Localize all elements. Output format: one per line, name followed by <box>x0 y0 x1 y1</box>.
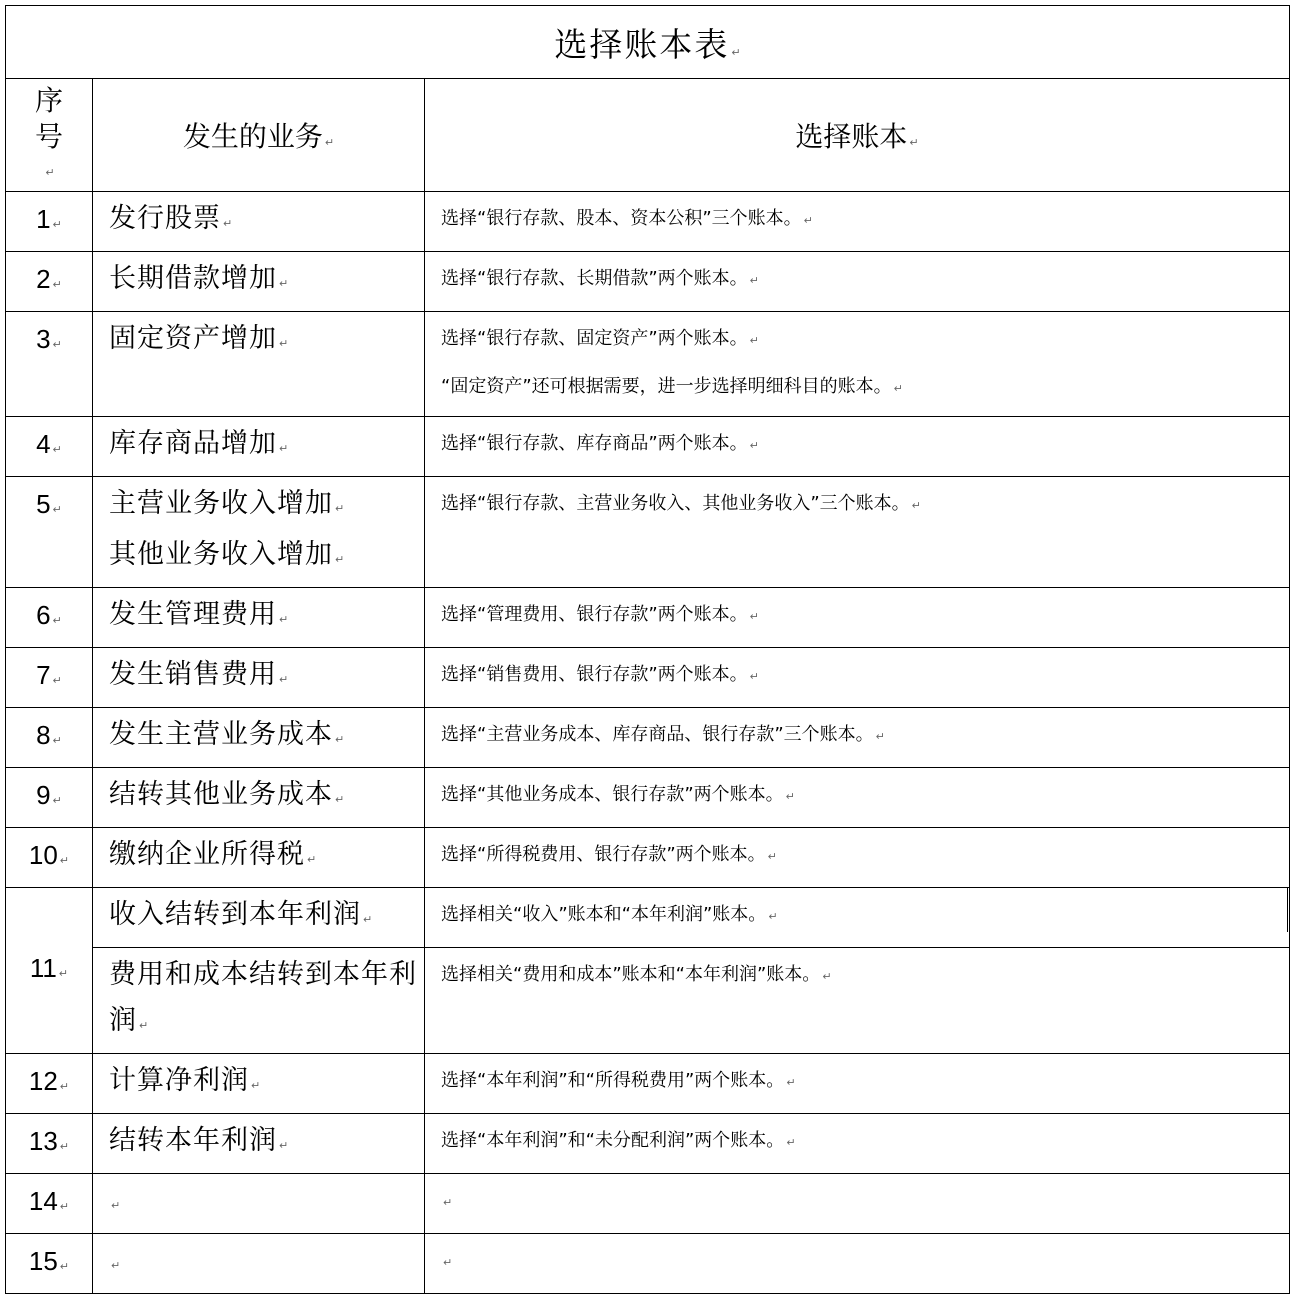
table-row <box>6 648 1290 708</box>
business-cell <box>93 312 425 417</box>
selection-cell <box>425 1174 1290 1234</box>
selection-line: 选择“银行存款、长期借款”两个账本。 ↵ <box>441 268 759 289</box>
table-row <box>6 192 1290 252</box>
paragraph-mark: ↵ <box>52 504 62 516</box>
business-line: 收入结转到本年利润 ↵ <box>109 899 373 930</box>
selection-line: 选择“本年利润”和“未分配利润”两个账本。 ↵ <box>441 1130 796 1151</box>
table-row <box>6 252 1290 312</box>
selection-cell <box>425 1054 1290 1114</box>
table-row <box>6 888 1290 948</box>
paragraph-mark: ↵ <box>52 444 62 456</box>
selection-line: 选择“其他业务成本、银行存款”两个账本。 ↵ <box>441 784 795 805</box>
business-cell <box>93 648 425 708</box>
row-number-cell <box>6 708 93 768</box>
selection-line: 选择“所得税费用、银行存款”两个账本。 ↵ <box>441 844 777 865</box>
table-title-cell <box>6 6 1290 79</box>
row-number: 3 <box>36 324 51 354</box>
table-row <box>6 312 1290 417</box>
selection-cell <box>425 192 1290 252</box>
business-line: 其他业务收入增加 ↵ <box>109 539 345 570</box>
paragraph-mark: ↵ <box>52 339 62 351</box>
row-number: 7 <box>36 660 51 690</box>
table-row <box>6 1174 1290 1234</box>
business-cell <box>93 1114 425 1174</box>
row-number-cell <box>6 1234 93 1294</box>
selection-line: 选择“银行存款、股本、资本公积”三个账本。 ↵ <box>441 208 813 229</box>
table-row <box>6 588 1290 648</box>
business-cell <box>93 1054 425 1114</box>
selection-cell <box>425 888 1290 948</box>
business-line: 费用和成本结转到本年利润 ↵ <box>109 959 417 1036</box>
paragraph-mark: ↵ <box>52 219 62 231</box>
paragraph-mark: ↵ <box>731 45 741 59</box>
header-no-cell <box>6 79 93 192</box>
row-number-cell <box>6 828 93 888</box>
business-cell <box>93 192 425 252</box>
selection-cell <box>425 708 1290 768</box>
paragraph-mark: ↵ <box>52 795 62 807</box>
business-cell <box>93 1234 425 1294</box>
paragraph-mark: ↵ <box>52 735 62 747</box>
selection-cell <box>425 477 1290 588</box>
business-cell <box>93 708 425 768</box>
business-cell <box>93 588 425 648</box>
header-selection: 选择账本 <box>795 120 908 153</box>
business-cell <box>93 888 425 948</box>
business-cell <box>93 1174 425 1234</box>
selection-cell <box>425 588 1290 648</box>
paragraph-mark: ↵ <box>909 136 919 149</box>
row-number: 9 <box>36 780 51 810</box>
selection-cell <box>425 252 1290 312</box>
row-number-cell <box>6 1054 93 1114</box>
row-number: 10 <box>28 840 58 870</box>
selection-line: 选择“银行存款、库存商品”两个账本。 ↵ <box>441 433 759 454</box>
row-number: 4 <box>36 429 51 459</box>
row-number: 1 <box>36 204 51 234</box>
selection-line: 选择“管理费用、银行存款”两个账本。 ↵ <box>441 604 759 625</box>
table-row <box>6 1234 1290 1294</box>
paragraph-mark: ↵ <box>59 1081 70 1093</box>
selection-line: 选择相关“收入”账本和“本年利润”账本。 ↵ <box>441 904 778 925</box>
business-line: 库存商品增加 ↵ <box>109 428 289 459</box>
table-row <box>6 417 1290 477</box>
selection-cell <box>425 1234 1290 1294</box>
selection-cell <box>425 1114 1290 1174</box>
row-number-cell <box>6 1174 93 1234</box>
row-number-cell <box>6 312 93 417</box>
table-row <box>6 768 1290 828</box>
header-business-cell <box>93 79 425 192</box>
paragraph-mark: ↵ <box>324 136 335 149</box>
selection-line: 选择“销售费用、银行存款”两个账本。 ↵ <box>441 664 759 685</box>
paragraph-mark: ↵ <box>59 1261 70 1273</box>
row-number-cell <box>6 192 93 252</box>
header-business: 发生的业务 <box>182 120 323 153</box>
ledger-selection-table <box>5 5 1290 1294</box>
table-row <box>6 1114 1290 1174</box>
business-line: 计算净利润 ↵ <box>109 1065 261 1096</box>
table-title: 选择账本表 <box>554 24 730 64</box>
row-number-cell <box>6 588 93 648</box>
selection-cell <box>425 648 1290 708</box>
business-cell <box>93 477 425 588</box>
table-row <box>6 708 1290 768</box>
business-cell <box>93 252 425 312</box>
row-number: 5 <box>36 489 51 519</box>
row-number: 12 <box>28 1066 58 1096</box>
selection-line: 选择“主营业务成本、库存商品、银行存款”三个账本。 ↵ <box>441 724 885 745</box>
stray-border-tick <box>1287 888 1288 932</box>
title-row <box>6 6 1290 79</box>
business-line: ↵ <box>111 1199 121 1212</box>
header-row <box>6 79 1290 192</box>
paragraph-mark: ↵ <box>58 967 69 980</box>
business-line: 结转本年利润 ↵ <box>109 1125 289 1156</box>
business-line: 发行股票 ↵ <box>109 203 233 234</box>
selection-line: “固定资产”还可根据需要，进一步选择明细科目的账本。 ↵ <box>441 376 903 397</box>
paragraph-mark: ↵ <box>52 279 62 291</box>
row-number-cell <box>6 417 93 477</box>
header-no-line1: 序 <box>34 84 63 117</box>
row-number: 2 <box>36 264 51 294</box>
paragraph-mark: ↵ <box>59 855 70 867</box>
table-row <box>6 828 1290 888</box>
selection-line: 选择相关“费用和成本”账本和“本年利润”账本。 ↵ <box>441 964 832 985</box>
business-line: 发生主营业务成本 ↵ <box>109 719 345 750</box>
row-number: 8 <box>36 720 51 750</box>
selection-cell <box>425 828 1290 888</box>
business-line: 长期借款增加 ↵ <box>109 263 289 294</box>
business-cell <box>93 768 425 828</box>
business-cell <box>93 828 425 888</box>
row-number: 15 <box>28 1246 58 1276</box>
business-cell <box>93 417 425 477</box>
business-line: ↵ <box>111 1259 121 1272</box>
business-cell <box>93 948 425 1054</box>
row-number: 11 <box>29 952 57 983</box>
table-row <box>6 477 1290 588</box>
business-line: 缴纳企业所得税 ↵ <box>109 839 317 870</box>
selection-cell <box>425 768 1290 828</box>
row-number-cell <box>6 648 93 708</box>
paragraph-mark: ↵ <box>59 1141 70 1153</box>
business-line: 固定资产增加 ↵ <box>109 323 289 354</box>
business-line: 发生销售费用 ↵ <box>109 659 289 690</box>
row-number-cell <box>6 477 93 588</box>
row-number-cell <box>6 252 93 312</box>
row-number-cell <box>6 888 93 1054</box>
row-number: 13 <box>28 1126 58 1156</box>
table-row <box>6 948 1290 1054</box>
table-row <box>6 1054 1290 1114</box>
business-line: 发生管理费用 ↵ <box>109 599 289 630</box>
selection-line: 选择“本年利润”和“所得税费用”两个账本。 ↵ <box>441 1070 796 1091</box>
header-no-line2: 号 ↵ <box>34 120 63 179</box>
selection-cell <box>425 312 1290 417</box>
header-selection-cell <box>425 79 1290 192</box>
selection-cell <box>425 948 1290 1054</box>
selection-line: 选择“银行存款、主营业务收入、其他业务收入”三个账本。 ↵ <box>441 493 921 514</box>
row-number: 6 <box>36 600 51 630</box>
business-line: 结转其他业务成本 ↵ <box>109 779 345 810</box>
row-number: 14 <box>28 1186 58 1216</box>
business-line: 主营业务收入增加 ↵ <box>109 488 345 519</box>
selection-line: ↵ <box>443 1196 453 1209</box>
selection-cell <box>425 417 1290 477</box>
row-number-cell <box>6 1114 93 1174</box>
paragraph-mark: ↵ <box>59 1201 70 1213</box>
selection-line: 选择“银行存款、固定资产”两个账本。 ↵ <box>441 328 759 349</box>
paragraph-mark: ↵ <box>52 615 62 627</box>
paragraph-mark: ↵ <box>52 675 62 687</box>
row-number-cell <box>6 768 93 828</box>
selection-line: ↵ <box>443 1256 453 1269</box>
